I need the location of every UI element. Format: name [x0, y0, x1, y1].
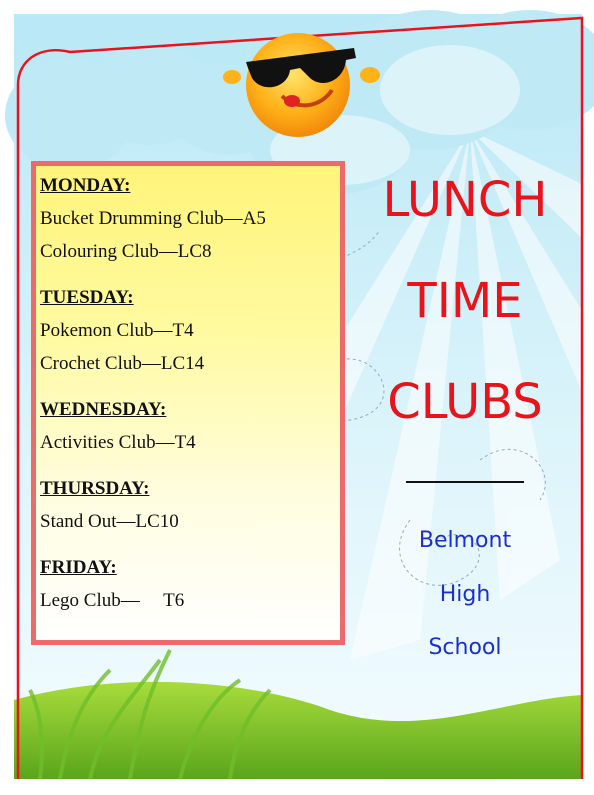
- day-block-thursday: [40, 477, 330, 538]
- title-line: LUNCH: [382, 172, 548, 228]
- day-heading: MONDAY:: [40, 175, 131, 196]
- club-entry: Lego Club— T6: [40, 590, 185, 611]
- schedule-list: [40, 174, 330, 635]
- schedule-panel: [31, 161, 345, 645]
- club-entry: Pokemon Club—T4: [40, 320, 194, 341]
- day-heading: TUESDAY:: [40, 287, 134, 308]
- day-heading: WEDNESDAY:: [40, 399, 167, 420]
- school-name-line: Belmont: [418, 528, 512, 553]
- club-entry: Crochet Club—LC14: [40, 353, 205, 374]
- flyer-title: [356, 170, 574, 473]
- club-entry: Colouring Club—LC8: [40, 241, 212, 262]
- school-name-line: School: [428, 635, 502, 660]
- day-heading: THURSDAY:: [40, 478, 150, 499]
- club-entry: Bucket Drumming Club—A5: [40, 208, 266, 229]
- club-entry: Stand Out—LC10: [40, 511, 179, 532]
- day-block-friday: [40, 556, 330, 617]
- day-block-wednesday: [40, 398, 330, 459]
- club-entry: Activities Club—T4: [40, 432, 196, 453]
- day-block-tuesday: [40, 286, 330, 380]
- day-heading: FRIDAY:: [40, 557, 117, 578]
- day-block-monday: [40, 174, 330, 268]
- title-line: TIME: [407, 273, 523, 329]
- divider-line: [406, 481, 524, 483]
- school-name-line: High: [439, 582, 491, 607]
- title-line: CLUBS: [387, 374, 543, 430]
